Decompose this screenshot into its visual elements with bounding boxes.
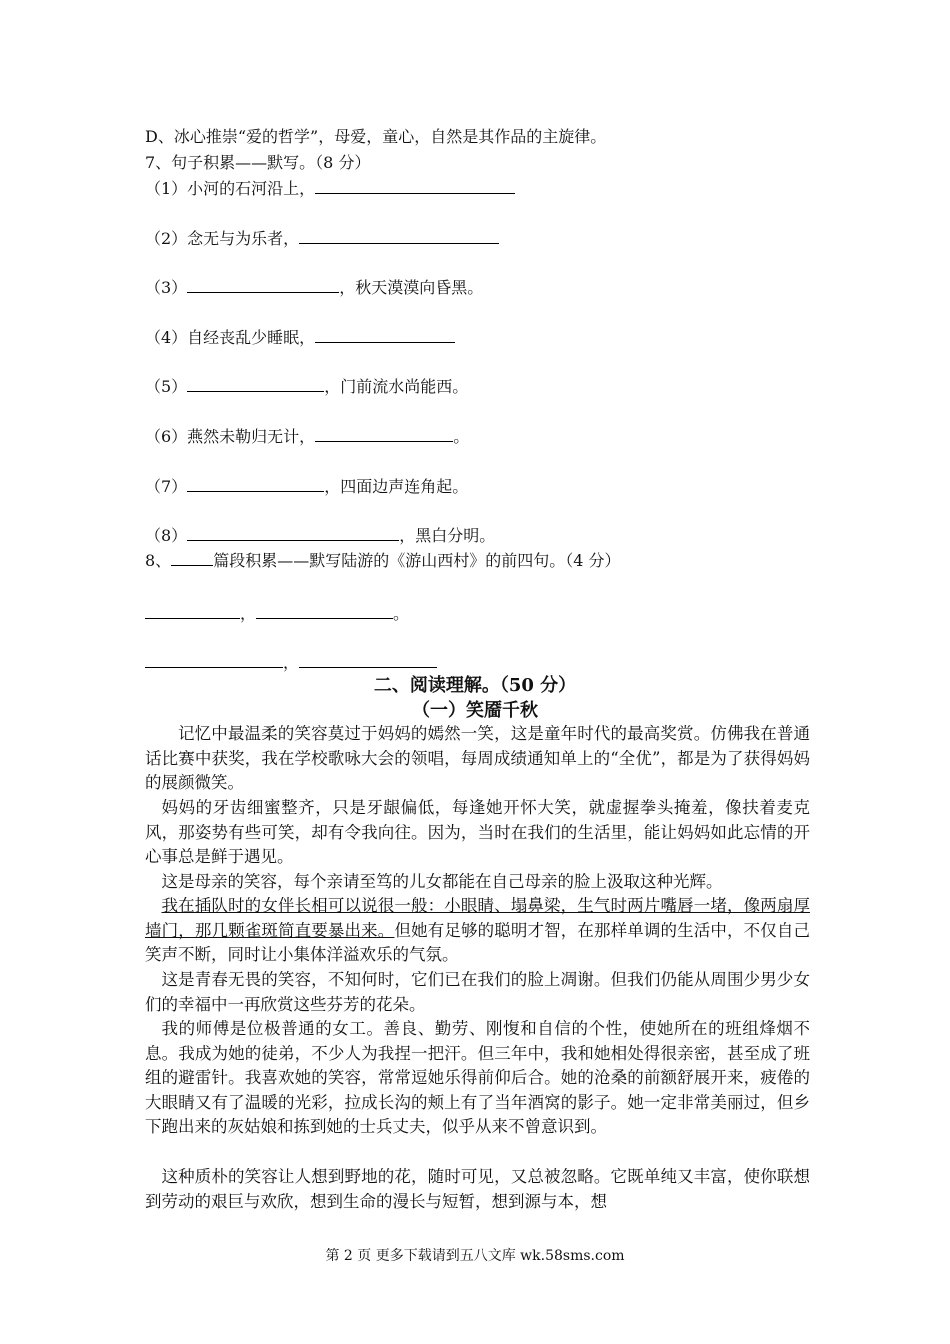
paragraph-1: 记忆中最温柔的笑容莫过于妈妈的嫣然一笑，这是童年时代的最高奖赏。仿佛我在普通话比赛中获奖，我在学校歌咏大会的领唱，每周成绩通知单上的“全优”，都是为了获得妈妈的展颜微笑。	[145, 724, 810, 792]
paragraph-5: 这是青春无畏的笑容，不知何时，它们已在我们的脸上凋谢。但我们仍能从周围少男少女们的幸福中一再欣赏这些芬芳的花朵。	[145, 970, 810, 1014]
page-footer: 第 2 页 更多下载请到五八文库 wk.58sms.com	[325, 1248, 625, 1264]
q7-item-6-after: 。	[453, 427, 470, 446]
q8-blank-3[interactable]	[145, 652, 283, 668]
option-d: D、冰心推崇“爱的哲学”，母爱，童心，自然是其作品的主旋律。	[145, 127, 607, 146]
q7-item-2-text: （2）念无与为乐者，	[145, 229, 300, 248]
article-title: （一）笑靥千秋	[412, 700, 538, 721]
q8-text: 篇段积累——默写陆游的《游山西村》的前四句。（4 分）	[213, 551, 621, 570]
q8-sep-1: ，	[240, 604, 257, 623]
paragraph-4-rest: 但她有足够的聪明才智，在那样单调的生活中，不仅自己笑声不断，同时让小集体洋溢欢乐的气氛。	[145, 920, 811, 964]
q7-item-1-blank[interactable]	[315, 178, 515, 194]
q7-item-6-blank[interactable]	[315, 426, 453, 442]
q7-item-5-after: ，门前流水尚能西。	[324, 377, 469, 396]
paragraph-6: 我的师傅是位极普通的女工。善良、勤劳、刚愎和自信的个性，使她所在的班组烽烟不息。我成为她的徒弟，不少人为我捏一把汗。但三年中，我和她相处得很亲密，甚至成了班组的避雷针。我喜欢她的笑容，常常逗她乐得前仰后合。她的沧桑的前额舒展开来，疲倦的大眼睛又有了温暖的光彩，拉成长沟的颊上有了当年酒窝的影子。她一定非常美丽过，但乡下跑出来的灰姑娘和拣到她的士兵丈夫，似乎从来不曾意识到。	[145, 1019, 810, 1136]
q7-item-6-text: （6）燕然未勒归无计，	[145, 427, 316, 446]
q8-blank-4[interactable]	[299, 652, 437, 668]
paragraph-2: 妈妈的牙齿细蜜整齐，只是牙龈偏低，每逢她开怀大笑，就虚握拳头掩羞，像扶着麦克风，那姿势有些可笑，却有令我向往。因为，当时在我们的生活里，能让妈妈如此忘情的开心事总是鲜于遇见。	[145, 798, 810, 866]
q7-item-8-text: （8）	[145, 526, 188, 545]
q8-score-blank[interactable]	[171, 550, 213, 566]
q7-item-5-blank[interactable]	[187, 376, 324, 392]
q7-item-7-blank[interactable]	[187, 476, 324, 492]
question-8-title	[145, 550, 620, 571]
paragraph-7: 这种质朴的笑容让人想到野地的花，随时可见，又总被忽略。它既单纯又丰富，使你联想到劳动的艰巨与欢欣，想到生命的漫长与短暂，想到源与本，想	[145, 1167, 810, 1211]
q8-answer-line-1	[145, 603, 409, 624]
q7-item-4-blank[interactable]	[315, 327, 455, 343]
underlined-sentence: 我在插队时的女伴长相可以说很一般：小眼睛、塌鼻梁，生气时两片嘴唇一堵，像两扇厚墙门，那几颗雀斑简直要暴出来。	[145, 896, 810, 940]
q8-number: 8、	[145, 551, 172, 570]
q7-item-2	[145, 228, 499, 249]
q8-end-1: 。	[393, 604, 410, 623]
paragraph-3: 这是母亲的笑容，每个亲请至笃的儿女都能在自己母亲的脸上汲取这种光辉。	[161, 872, 723, 891]
q7-item-2-blank[interactable]	[299, 228, 499, 244]
q7-item-8-after: ，黑白分明。	[399, 526, 496, 545]
q7-item-8	[145, 525, 495, 546]
q7-item-5	[145, 376, 468, 397]
q7-item-3-after: ，秋天漠漠向昏黑。	[339, 278, 484, 297]
q7-item-8-blank[interactable]	[187, 525, 399, 541]
q7-item-5-text: （5）	[145, 377, 188, 396]
q7-item-7-after: ，四面边声连角起。	[324, 477, 469, 496]
q7-item-3-text: （3）	[145, 278, 188, 297]
q8-answer-line-2	[145, 652, 437, 673]
q7-item-4-text: （4）自经丧乱少睡眠，	[145, 328, 316, 347]
q8-blank-1[interactable]	[145, 603, 240, 619]
q7-item-3-blank[interactable]	[187, 277, 339, 293]
question-7-title: 7、句子积累——默写。（8 分）	[145, 153, 371, 172]
paragraph-4	[145, 894, 810, 968]
q7-item-1-text: （1）小河的石河沿上，	[145, 179, 316, 198]
q7-item-7	[145, 476, 468, 497]
q7-item-3	[145, 277, 483, 298]
q8-blank-2[interactable]	[256, 603, 393, 619]
q8-sep-2: ，	[283, 653, 300, 672]
q7-item-1	[145, 178, 515, 199]
q7-item-6	[145, 426, 469, 447]
q7-item-7-text: （7）	[145, 477, 188, 496]
q7-item-4	[145, 327, 455, 348]
section-title: 二、阅读理解。（50 分）	[373, 675, 577, 696]
